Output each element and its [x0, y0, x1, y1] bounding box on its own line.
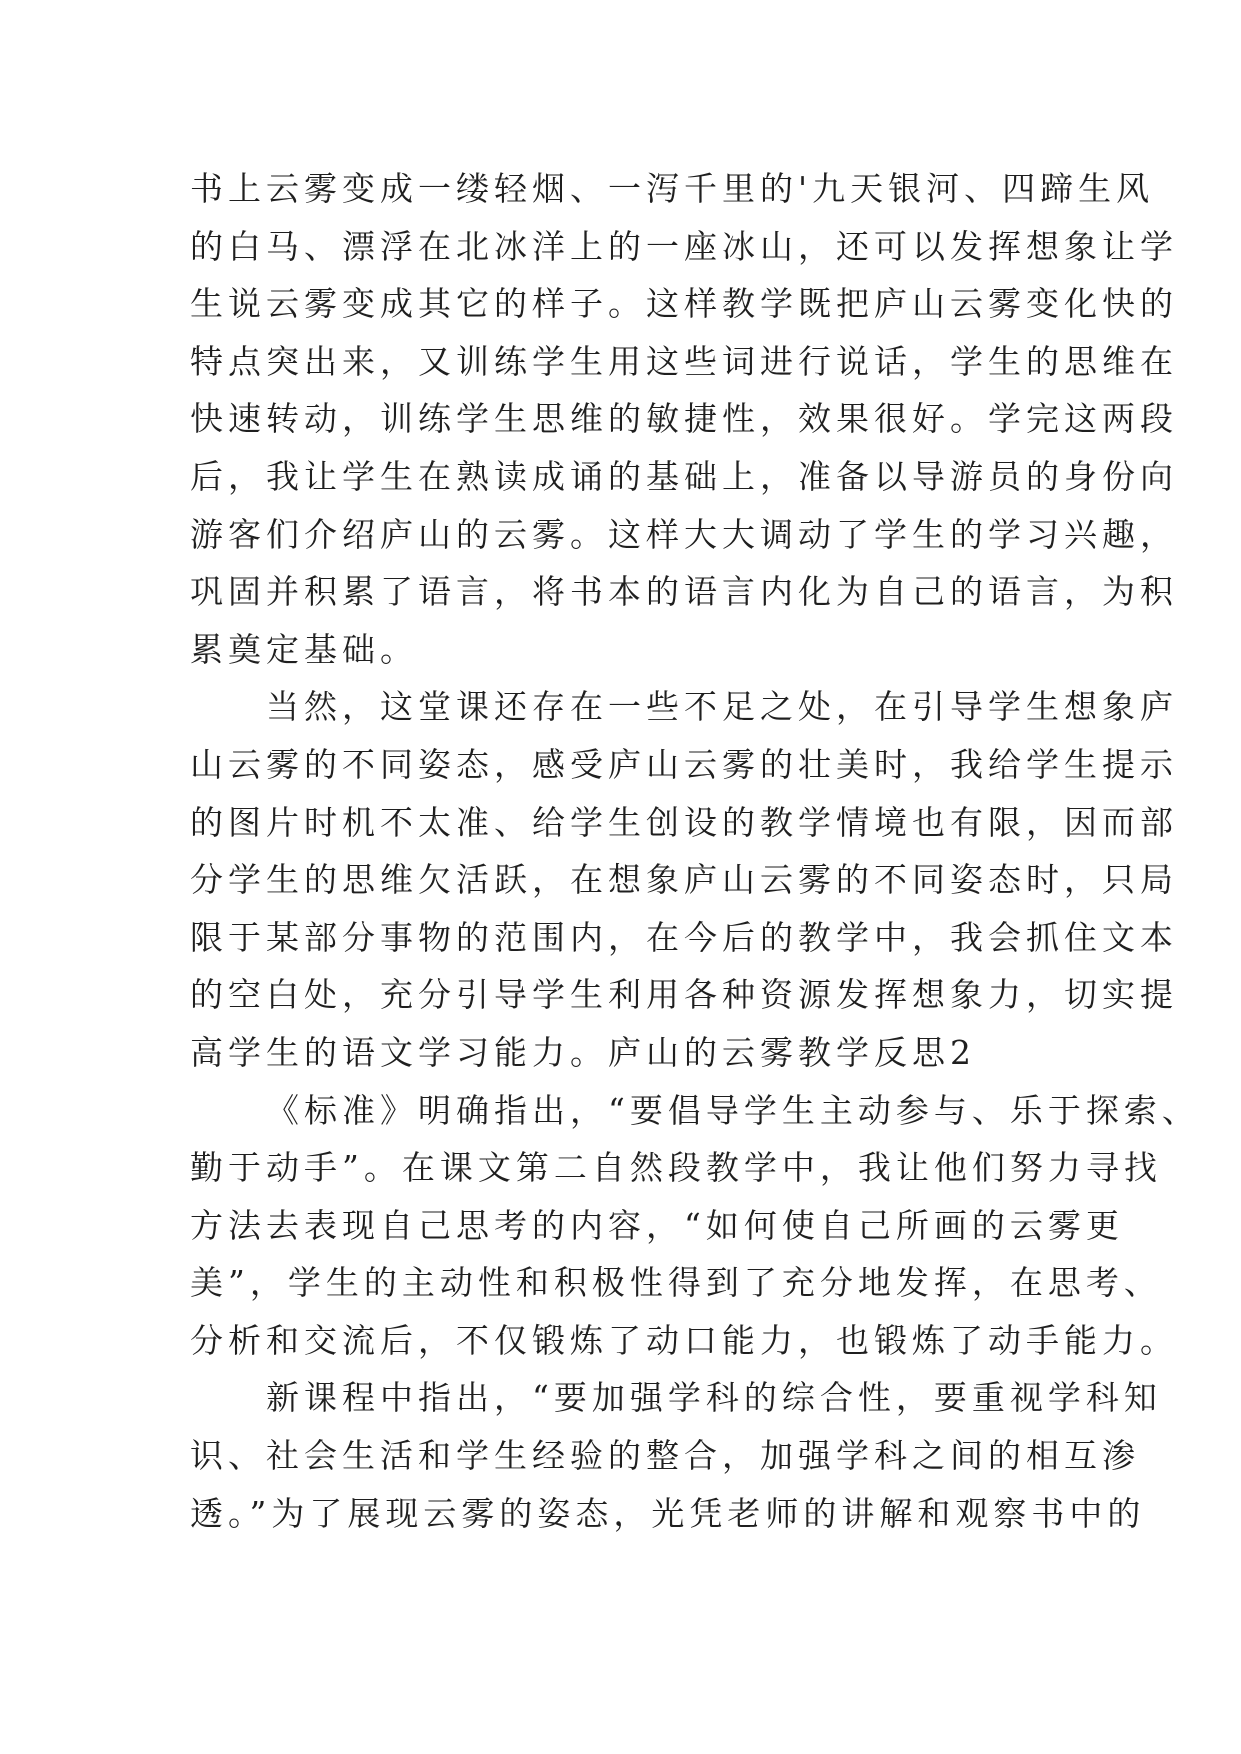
body-text [190, 160, 1200, 1542]
text-line: 巩固并积累了语言，将书本的语言内化为自己的语言，为积 [190, 572, 1178, 612]
text-line: 高学生的语文学习能力。庐山的云雾教学反思2 [190, 1032, 976, 1072]
text-line: 的图片时机不太准、给学生创设的教学情境也有限，因而部 [190, 802, 1178, 842]
text-line: 的白马、漂浮在北冰洋上的一座冰山，还可以发挥想象让学 [190, 226, 1178, 266]
text-line: 快速转动，训练学生思维的敏捷性，效果很好。学完这两段 [190, 399, 1178, 439]
text-line: 分析和交流后，不仅锻炼了动口能力，也锻炼了动手能力。 [190, 1320, 1178, 1360]
text-line: 分学生的思维欠活跃，在想象庐山云雾的不同姿态时，只局 [190, 860, 1178, 900]
text-line: 透。”为了展现云雾的姿态，光凭老师的讲解和观察书中的 [190, 1493, 1146, 1533]
text-line: 勤于动手”。在课文第二自然段教学中，我让他们努力寻找 [190, 1148, 1162, 1188]
text-line: 限于某部分事物的范围内，在今后的教学中，我会抓住文本 [190, 917, 1178, 957]
text-line: 识、社会生活和学生经验的整合，加强学科之间的相互渗 [190, 1436, 1140, 1476]
text-line: 累奠定基础。 [190, 629, 418, 669]
paragraph-first-line: 新课程中指出，“要加强学科的综合性，要重视学科知 [266, 1378, 1162, 1418]
text-line: 书上云雾变成一缕轻烟、一泻千里的'九天银河、四蹄生风 [190, 169, 1155, 208]
text-line: 的空白处，充分引导学生利用各种资源发挥想象力，切实提 [190, 975, 1178, 1015]
text-line: 美”，学生的主动性和积极性得到了充分地发挥，在思考、 [190, 1263, 1162, 1303]
paragraph-first-line: 当然，这堂课还存在一些不足之处，在引导学生想象庐 [266, 687, 1178, 727]
paragraph-first-line: 《标准》明确指出，“要倡导学生主动参与、乐于探索、 [266, 1090, 1200, 1130]
text-line: 后，我让学生在熟读成诵的基础上，准备以导游员的身份向 [190, 456, 1178, 496]
text-line: 方法去表现自己思考的内容，“如何使自己所画的云雾更 [190, 1205, 1124, 1245]
text-line: 生说云雾变成其它的样子。这样教学既把庐山云雾变化快的 [190, 284, 1178, 324]
text-line: 游客们介绍庐山的云雾。这样大大调动了学生的学习兴趣， [190, 514, 1178, 554]
text-line: 山云雾的不同姿态，感受庐山云雾的壮美时，我给学生提示 [190, 744, 1178, 784]
text-line: 特点突出来，又训练学生用这些词进行说话，学生的思维在 [190, 341, 1178, 381]
